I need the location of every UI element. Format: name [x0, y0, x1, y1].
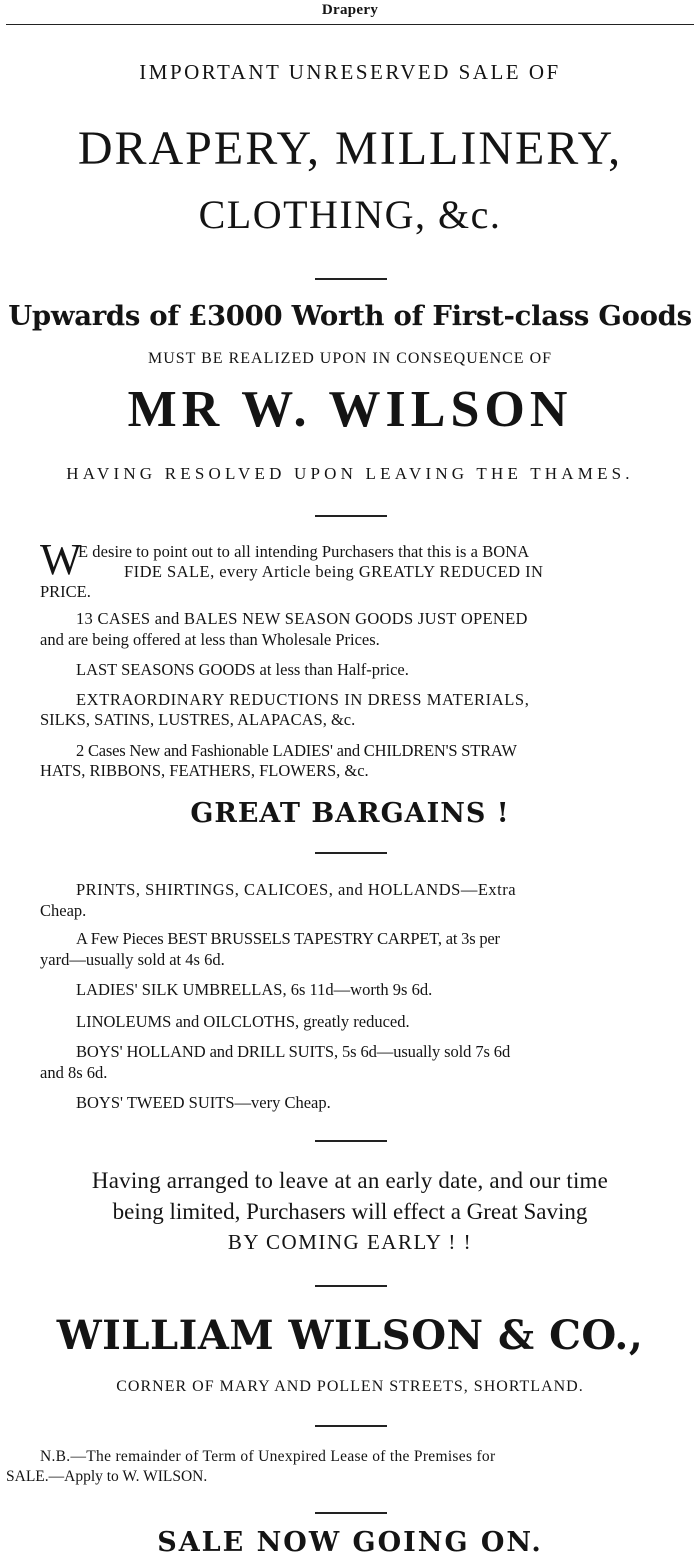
header-divider [6, 24, 694, 25]
item-new-season-line-2: and are being offered at less than Wholesale Prices. [40, 630, 380, 649]
divider-6 [315, 1425, 387, 1427]
great-bargains-heading: GREAT BARGAINS ! [190, 798, 510, 829]
item-new-season-line-1: 13 CASES and BALES NEW SEASON GOODS JUST OPENED [76, 609, 528, 628]
section-header: Drapery [321, 2, 379, 18]
must-be-realized-line: MUST BE REALIZED UPON IN CONSEQUENCE OF [147, 350, 553, 367]
divider-1 [315, 278, 387, 280]
item-last-seasons: LAST SEASONS GOODS at less than Half-price. [76, 660, 409, 679]
divider-7 [315, 1512, 387, 1514]
closing-line-3: BY COMING EARLY ! ! [227, 1230, 473, 1254]
closing-line-1: Having arranged to leave at an early date, and our time [91, 1168, 609, 1193]
item-linoleums: LINOLEUMS and OILCLOTHS, greatly reduced. [76, 1012, 410, 1031]
divider-5 [315, 1285, 387, 1287]
item-dress-materials-line-1: EXTRAORDINARY REDUCTIONS IN DRESS MATERIALS, [76, 690, 530, 709]
divider-3 [315, 852, 387, 854]
notice-dropcap: W [40, 535, 82, 584]
item-carpet-line-1: A Few Pieces BEST BRUSSELS TAPESTRY CARPET, at 3s per [76, 929, 500, 948]
notice-line-1: E desire to point out to all intending Purchasers that this is a BONA [78, 542, 530, 561]
nb-line-1: N.B.—The remainder of Term of Unexpired Lease of the Premises for [40, 1448, 496, 1465]
item-straw-hats-line-1: 2 Cases New and Fashionable LADIES' and CHILDREN'S STRAW [76, 741, 517, 760]
intro-line: IMPORTANT UNRESERVED SALE OF [139, 60, 561, 84]
item-boys-holland-line-1: BOYS' HOLLAND and DRILL SUITS, 5s 6d—usually sold 7s 6d [76, 1042, 511, 1061]
headline-drapery-millinery: DRAPERY, MILLINERY, [77, 122, 623, 175]
closing-line-2: being limited, Purchasers will effect a Great Saving [112, 1199, 588, 1224]
item-boys-tweed: BOYS' TWEED SUITS—very Cheap. [76, 1093, 331, 1112]
notice-line-3: PRICE. [40, 582, 91, 601]
nb-line-2: SALE.—Apply to W. WILSON. [6, 1468, 208, 1485]
divider-4 [315, 1140, 387, 1142]
item-umbrellas: LADIES' SILK UMBRELLAS, 6s 11d—worth 9s 6d. [76, 980, 433, 999]
divider-2 [315, 515, 387, 517]
item-straw-hats-line-2: HATS, RIBBONS, FEATHERS, FLOWERS, &c. [40, 761, 369, 780]
company-name: WILLIAM WILSON & CO., [56, 1312, 644, 1359]
item-dress-materials-line-2: SILKS, SATINS, LUSTRES, ALAPACAS, &c. [40, 710, 356, 729]
proprietor-name: MR W. WILSON [127, 381, 573, 438]
leaving-line: HAVING RESOLVED UPON LEAVING THE THAMES. [66, 464, 634, 483]
upwards-headline: Upwards of £3000 Worth of First-class Goods [8, 300, 692, 332]
item-prints-line-2: Cheap. [40, 901, 87, 920]
sale-now-going-on: SALE NOW GOING ON. [157, 1527, 543, 1558]
item-prints-line-1: PRINTS, SHIRTINGS, CALICOES, and HOLLANDS—Extra [76, 880, 517, 899]
company-address: CORNER OF MARY AND POLLEN STREETS, SHORTLAND. [116, 1378, 584, 1395]
headline-clothing: CLOTHING, &c. [198, 192, 502, 237]
item-carpet-line-2: yard—usually sold at 4s 6d. [40, 950, 225, 969]
item-boys-holland-line-2: and 8s 6d. [40, 1063, 108, 1082]
notice-line-2: FIDE SALE, every Article being GREATLY REDUCED IN [124, 562, 544, 581]
